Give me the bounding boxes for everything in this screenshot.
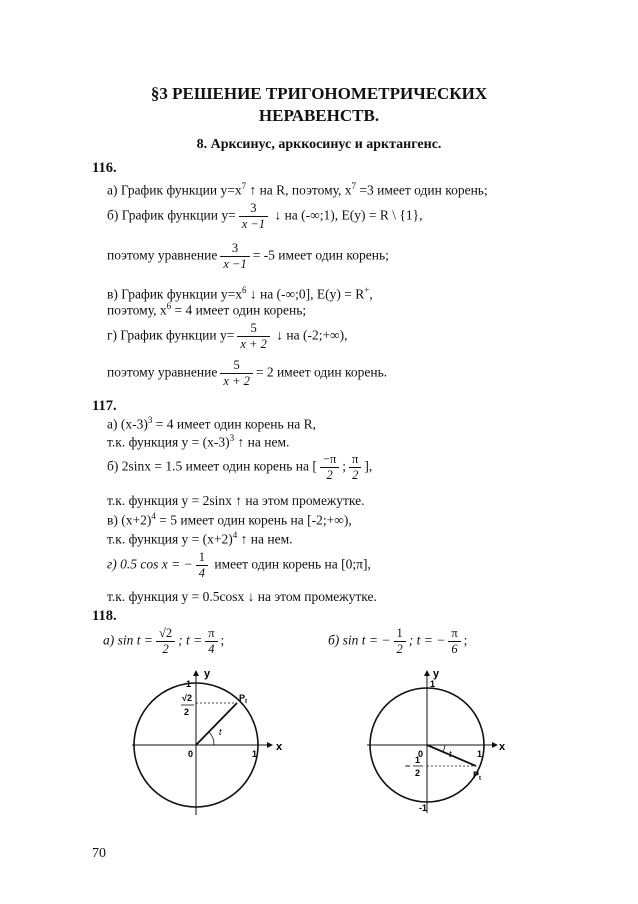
exponent: 6 (166, 301, 172, 311)
text: ↓ на (-∞;0], E(y) = R (246, 286, 365, 302)
problem-116-b2 (107, 241, 389, 272)
numerator: 1 (198, 550, 205, 564)
fraction (448, 626, 460, 657)
sqrt2-num: √2 (182, 693, 192, 703)
angle-label: t (449, 749, 452, 759)
text: ↑ на R, поэтому, х (246, 182, 352, 198)
text: поэтому уравнение (107, 247, 218, 263)
exponent: 7 (241, 181, 247, 191)
fraction (156, 626, 175, 657)
problem-116-c (107, 285, 373, 303)
x-label: x (499, 741, 506, 753)
numerator: π (208, 626, 215, 640)
text: = 4 имеет один корень на R, (152, 416, 317, 432)
problem-118-a-equation (103, 626, 224, 657)
problem-117-b2: т.к. функция у = 2sinx ↑ на этом промежутке. (107, 493, 365, 508)
one-right: 1 (477, 749, 483, 759)
subsection-title: 8. Арксинус, арккосинус и арктангенс. (196, 137, 442, 152)
problem-117-b1 (107, 452, 372, 483)
text: в) График функции у=х (107, 286, 242, 302)
problem-117-a1 (107, 415, 316, 433)
text: ; (342, 458, 347, 474)
one-top: 1 (186, 679, 192, 689)
denominator: 2 (156, 641, 175, 657)
text: г) График функции у= (107, 327, 235, 343)
text: =3 имеет один корень; (356, 182, 488, 198)
denominator: 6 (448, 641, 460, 657)
text: ; t = (178, 632, 203, 648)
exponent: 3 (229, 433, 235, 443)
text: ; t = − (408, 632, 446, 648)
exponent: 4 (151, 511, 156, 521)
fraction (349, 452, 361, 483)
text: а) (х-3) (107, 416, 148, 432)
text: , (369, 286, 373, 302)
text: поэтому, х (107, 302, 167, 318)
half-num: 1 (415, 755, 421, 765)
exponent: 6 (241, 285, 247, 295)
numerator: 3 (231, 241, 239, 255)
problem-116-a (107, 181, 488, 199)
fraction (394, 626, 406, 657)
denominator: x + 2 (220, 373, 252, 389)
one-top: 1 (430, 679, 436, 689)
text: г) 0.5 cos x = − (107, 556, 193, 572)
neg-one: -1 (419, 803, 428, 813)
text: ↑ на нем. (237, 531, 293, 547)
unit-circle-figure-b (365, 665, 525, 825)
half-den: 2 (415, 768, 421, 778)
problem-117-c1 (107, 511, 352, 529)
x-label: x (276, 741, 283, 753)
unit-circle-figure-a (130, 665, 290, 825)
text: ↓ на (-2;+∞), (272, 327, 348, 343)
minus-sign: − (405, 761, 411, 771)
text: ], (364, 458, 373, 474)
origin-label: 0 (418, 749, 424, 759)
numerator: π (352, 452, 359, 466)
denominator: 2 (320, 467, 339, 483)
text: поэтому уравнение (107, 364, 218, 380)
fraction (205, 626, 217, 657)
denominator: x −1 (220, 256, 249, 272)
text: б) График функции у= (107, 207, 236, 223)
text: в) (х+2) (107, 512, 152, 528)
text: а) sin t = (103, 632, 153, 648)
sqrt2-den: 2 (184, 707, 190, 717)
numerator: 5 (233, 358, 240, 372)
radius (196, 703, 237, 745)
exponent: 4 (232, 530, 238, 540)
text: т.к. функция у = (х+2) (107, 531, 233, 547)
text: = -5 имеет один корень; (252, 247, 389, 263)
text: б) 2sinx = 1.5 имеет один корень на [ (107, 458, 317, 474)
denominator: x + 2 (237, 336, 269, 352)
text: = 5 имеет один корень на [-2;+∞), (155, 512, 352, 528)
text: т.к. функция у = (х-3) (107, 434, 230, 450)
denominator: x −1 (239, 216, 268, 232)
problem-116-b (107, 201, 422, 232)
angle-arc (443, 745, 445, 752)
fraction (196, 550, 208, 581)
y-label: y (433, 668, 440, 680)
y-label: y (204, 668, 211, 680)
text: б) sin t = − (328, 632, 391, 648)
problem-117-c2 (107, 530, 293, 548)
page-number: 70 (92, 846, 106, 861)
numerator: −π (322, 452, 337, 466)
fraction (237, 321, 269, 352)
denominator: 2 (349, 467, 361, 483)
problem-116-d2 (107, 358, 387, 389)
numerator: 1 (396, 626, 403, 640)
numerator: π (451, 626, 458, 640)
fraction (239, 201, 268, 232)
fraction (220, 358, 252, 389)
text: ↓ на (-∞;1), E(y) = R \ {1}, (271, 207, 423, 223)
origin-label: 0 (188, 749, 194, 759)
text: ↑ на нем. (234, 434, 290, 450)
problem-118-number: 118. (92, 608, 117, 624)
text: ; (463, 632, 468, 648)
point-label: $P_t$ (473, 770, 482, 782)
exponent: 7 (351, 181, 357, 191)
angle-arc (209, 732, 214, 745)
text: имеет один корень на [0;π], (210, 556, 371, 572)
problem-116-c2 (107, 301, 306, 319)
numerator: 3 (250, 201, 257, 215)
denominator: 4 (205, 641, 217, 657)
angle-label: t (219, 727, 222, 737)
text: = 4 имеет один корень; (171, 302, 307, 318)
problem-117-d1 (107, 550, 371, 581)
numerator: 5 (250, 321, 257, 335)
problem-116-number: 116. (92, 160, 117, 176)
section-title-line1: §3 РЕШЕНИЕ ТРИГОНОМЕТРИЧЕСКИХ (150, 84, 488, 103)
numerator: √2 (159, 626, 173, 640)
fraction (320, 452, 339, 483)
denominator: 2 (394, 641, 406, 657)
text: = 2 имеет один корень. (255, 364, 388, 380)
text: ; (220, 632, 225, 648)
problem-118-b-equation (328, 626, 467, 657)
problem-117-d2: т.к. функция у = 0.5cosx ↓ на этом промежутке. (107, 589, 377, 604)
exponent: 3 (147, 415, 153, 425)
section-title-line2: НЕРАВЕНСТВ. (258, 106, 380, 125)
problem-117-number: 117. (92, 398, 117, 414)
problem-116-d (107, 321, 348, 352)
one-right: 1 (252, 749, 258, 759)
text: а) График функции у=х (107, 182, 242, 198)
exponent: + (364, 285, 370, 295)
problem-117-a2 (107, 433, 289, 451)
point-label: $P_t$ (239, 693, 248, 705)
denominator: 4 (196, 565, 208, 581)
fraction (220, 241, 249, 272)
